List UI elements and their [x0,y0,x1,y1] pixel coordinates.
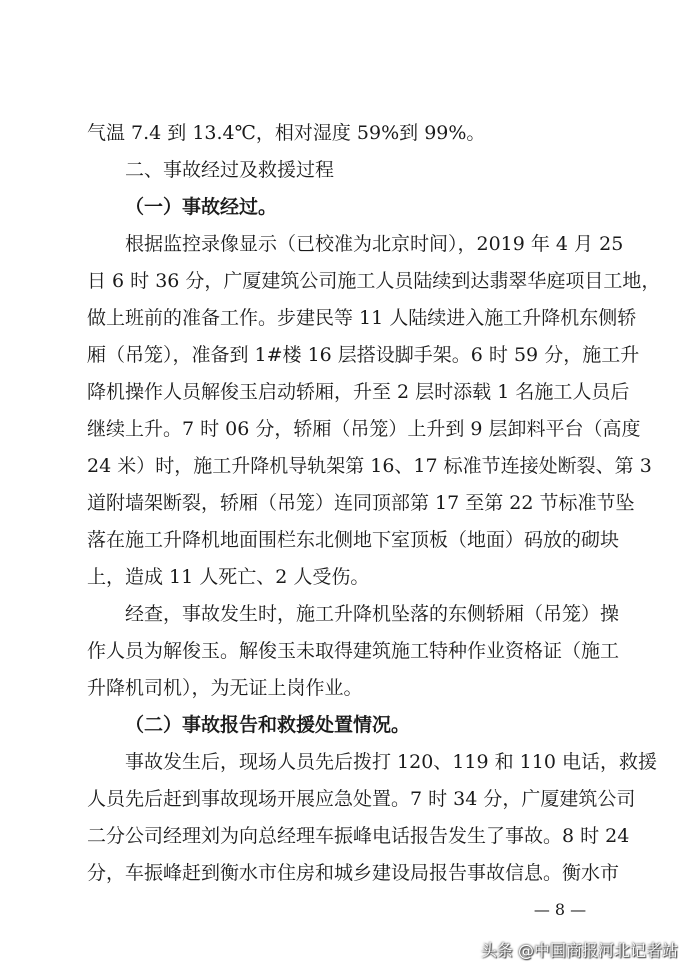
paragraph-line: 事故发生后，现场人员先后拨打 120、119 和 110 电话，救援 [125,751,657,773]
paragraph-line: 厢（吊笼），准备到 1#楼 16 层搭设脚手架。6 时 59 分，施工升 [87,344,640,366]
paragraph-line: 落在施工升降机地面围栏东北侧地下室顶板（地面）码放的砌块 [87,529,620,551]
paragraph-line: 日 6 时 36 分，广厦建筑公司施工人员陆续到达翡翠华庭项目工地， [87,270,661,292]
paragraph-line: 经查，事故发生时，施工升降机坠落的东侧轿厢（吊笼）操 [125,603,620,625]
subsection-heading: （二）事故报告和救援处置情况。 [125,714,411,736]
paragraph-line: 降机操作人员解俊玉启动轿厢，升至 2 层时添载 1 名施工人员后 [87,381,630,403]
paragraph-line: 继续上升。7 时 06 分，轿厢（吊笼）上升到 9 层卸料平台（高度 [87,418,641,440]
paragraph-line: 人员先后赶到事故现场开展应急处置。7 时 34 分，广厦建筑公司 [87,788,636,810]
paragraph-line: 升降机司机），为无证上岗作业。 [87,677,363,699]
paragraph-line: 道附墙架断裂，轿厢（吊笼）连同顶部第 17 至第 22 节标准节坠 [87,492,635,514]
paragraph-line: 根据监控录像显示（已校准为北京时间），2019 年 4 月 25 [125,233,624,255]
paragraph-line: 分，车振峰赶到衡水市住房和城乡建设局报告事故信息。衡水市 [87,862,620,884]
section-heading: 二、事故经过及救援过程 [125,159,335,181]
watermark: 头条 @中国商报河北记者站 [480,941,678,960]
paragraph-line: 上，造成 11 人死亡、2 人受伤。 [87,566,370,588]
paragraph-line: 作人员为解俊玉。解俊玉未取得建筑施工特种作业资格证（施工 [87,640,620,662]
subsection-heading: （一）事故经过。 [125,196,278,218]
paragraph-line: 气温 7.4 到 13.4℃，相对湿度 59%到 99%。 [87,122,486,144]
paragraph-line: 做上班前的准备工作。步建民等 11 人陆续进入施工升降机东侧轿 [87,307,637,329]
page-number: — 8 — [533,900,587,919]
paragraph-line: 24 米）时，施工升降机导轨架第 16、17 标准节连接处断裂、第 3 [87,455,652,477]
paragraph-line: 二分公司经理刘为向总经理车振峰电话报告发生了事故。8 时 24 [87,825,630,847]
